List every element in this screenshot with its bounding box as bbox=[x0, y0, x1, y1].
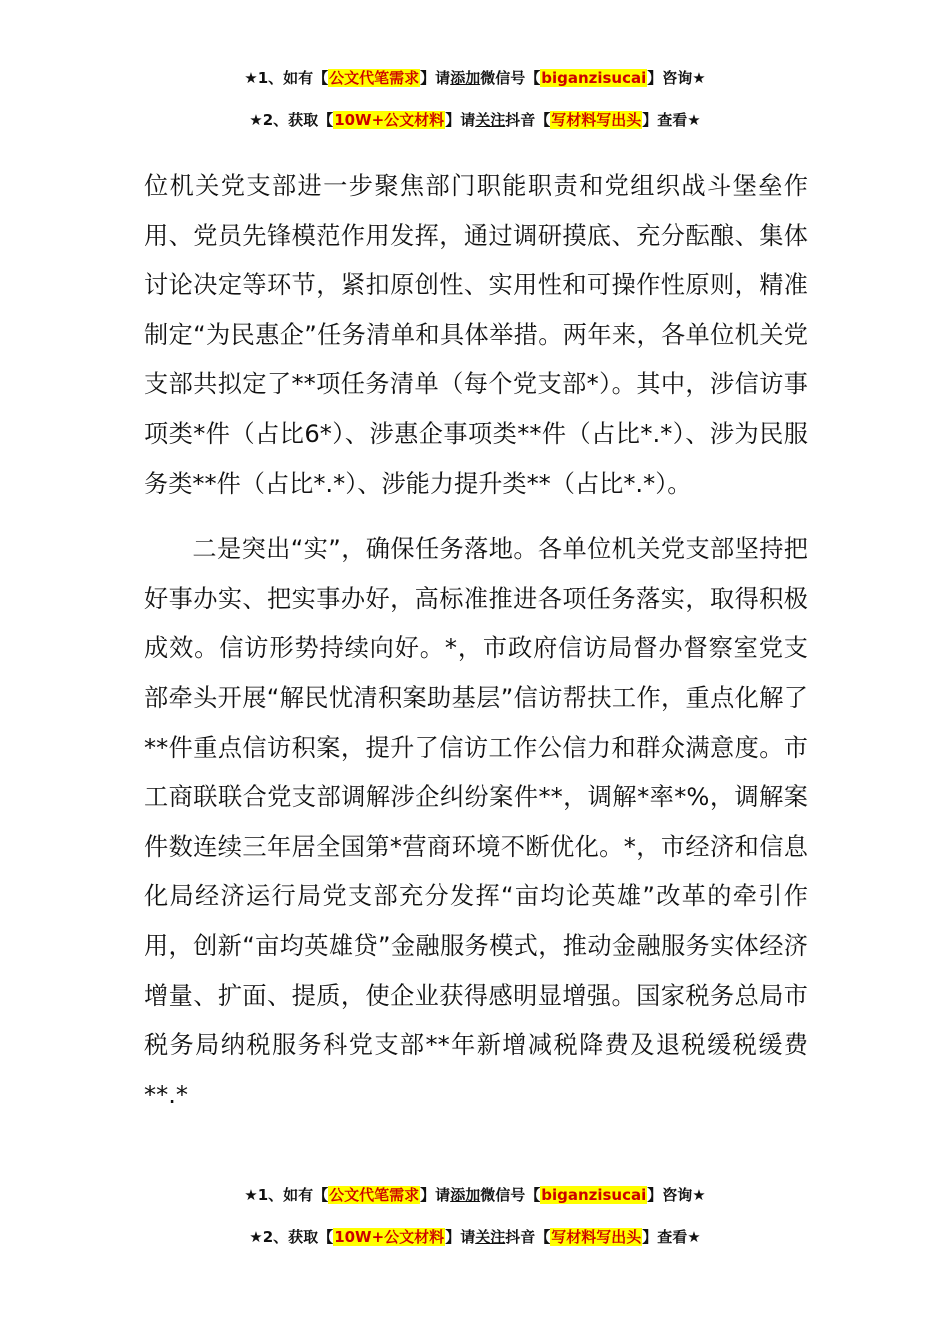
footer-banner bbox=[0, 1183, 950, 1267]
document-body bbox=[144, 162, 808, 1120]
banner-line-2: ★2、获取【10W+公文材料】请关注抖音【写材料写出头】查看★ bbox=[249, 111, 701, 129]
footer-highlight-wechat-id: biganzisucai bbox=[541, 1186, 647, 1204]
highlight-materials: 10W+公文材料 bbox=[334, 111, 445, 129]
header-banner bbox=[0, 66, 950, 150]
footer-highlight-materials: 10W+公文材料 bbox=[334, 1228, 445, 1246]
footer-highlight-service: 公文代笔需求 bbox=[329, 1186, 420, 1204]
footer-banner-line-2: ★2、获取【10W+公文材料】请关注抖音【写材料写出头】查看★ bbox=[249, 1228, 701, 1246]
footer-highlight-douyin-id: 写材料写出头 bbox=[551, 1228, 642, 1246]
banner-line-1: ★1、如有【公文代笔需求】请添加微信号【biganzisucai】咨询★ bbox=[244, 69, 706, 87]
highlight-wechat-id: biganzisucai bbox=[541, 69, 647, 87]
paragraph-1: 位机关党支部进一步聚焦部门职能职责和党组织战斗堡垒作用、党员先锋模范作用发挥，通过调研摸底、充分酝酿、集体讨论决定等环节，紧扣原创性、实用性和可操作性原则，精准制定“为民惠企”任务清单和具体举措。两年来，各单位机关党支部共拟定了**项任务清单（每个党支部*）。其中，涉信访事项类*件（占比6*）、涉惠企事项类**件（占比*.*）、涉为民服务类**件（占比*.*）、涉能力提升类**（占比*.*）。 bbox=[144, 172, 808, 498]
paragraph-2: 二是突出“实”，确保任务落地。各单位机关党支部坚持把好事办实、把实事办好，高标准推进各项任务落实，取得积极成效。信访形势持续向好。*，市政府信访局督办督察室党支部牵头开展“解民忧清积案助基层”信访帮扶工作，重点化解了**件重点信访积案，提升了信访工作公信力和群众满意度。市工商联联合党支部调解涉企纠纷案件**，调解*率*%，调解案件数连续三年居全国第*营商环境不断优化。*，市经济和信息化局经济运行局党支部充分发挥“亩均论英雄”改革的牵引作用，创新“亩均英雄贷”金融服务模式，推动金融服务实体经济增量、扩面、提质，使企业获得感明显增强。国家税务总局市税务局纳税服务科党支部**年新增减税降费及退税缓税缓费**.* bbox=[144, 535, 808, 1109]
highlight-service: 公文代笔需求 bbox=[329, 69, 420, 87]
highlight-douyin-id: 写材料写出头 bbox=[551, 111, 642, 129]
footer-banner-line-1: ★1、如有【公文代笔需求】请添加微信号【biganzisucai】咨询★ bbox=[244, 1186, 706, 1204]
